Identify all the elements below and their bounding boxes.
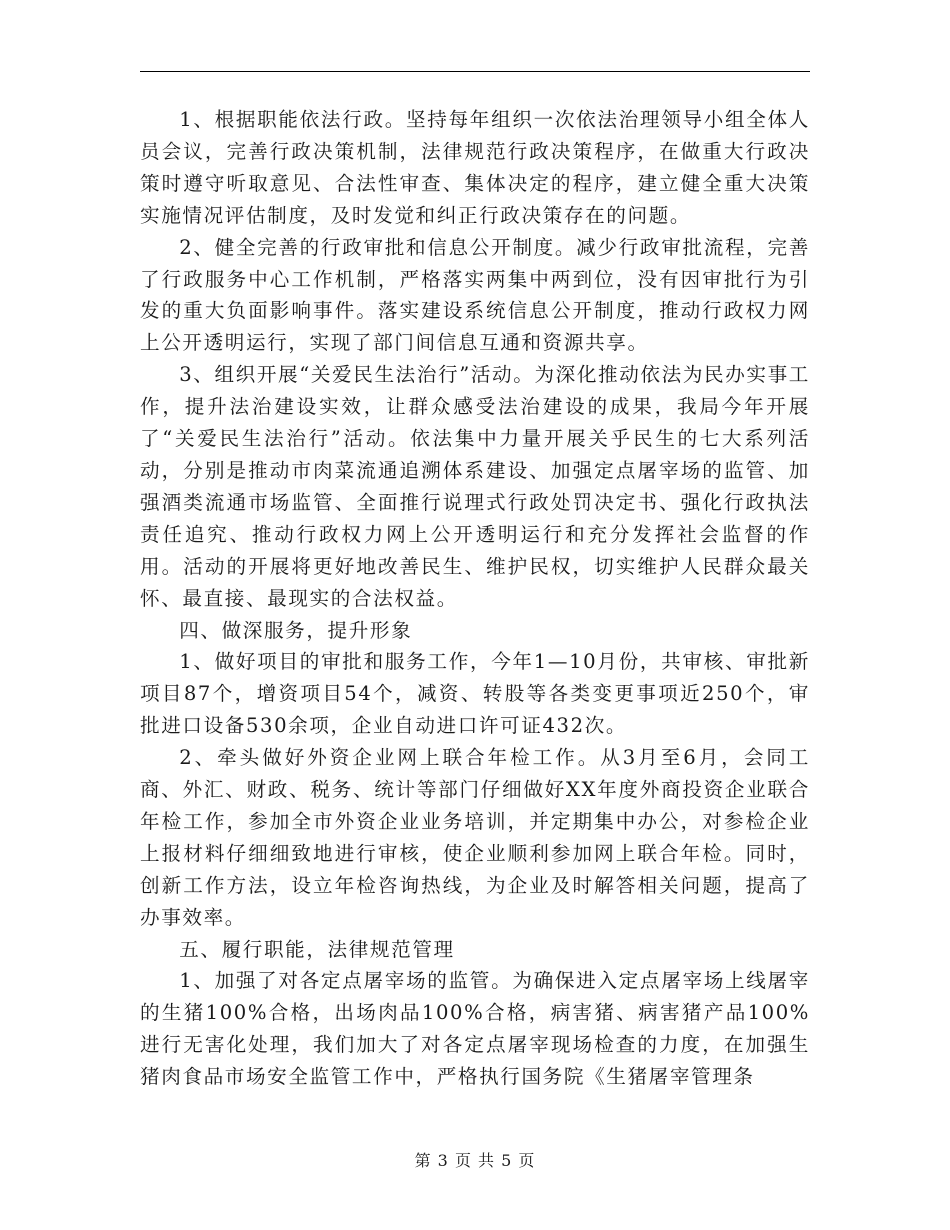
section-heading: 五、履行职能，法律规范管理 <box>179 937 455 961</box>
paragraph: 1、根据职能依法行政。坚持每年组织一次依法治理领导小组全体人员会议，完善行政决策机制，法律规范行政决策程序，在做重大行政决策时遵守听取意见、合法性审查、集体决定的程序，建立健全重大决策实施情况评估制度，及时发觉和纠正行政决策存在的问题。 <box>140 108 810 227</box>
page-footer: 第 3 页 共 5 页 <box>414 1151 536 1170</box>
paragraph: 2、牵头做好外资企业网上联合年检工作。从3月至6月，会同工商、外汇、财政、税务、统计等部门仔细做好XX年度外商投资企业联合年检工作，参加全市外资企业业务培训，并定期集中办公，对参检企业上报材料仔细细致地进行审核，使企业顺利参加网上联合年检。同时，创新工作方法，设立年检咨询热线，为企业及时解答相关问题，提高了办事效率。 <box>140 746 810 929</box>
header-rule <box>140 71 810 72</box>
paragraph: 2、健全完善的行政审批和信息公开制度。减少行政审批流程，完善了行政服务中心工作机制，严格落实两集中两到位，没有因审批行为引发的重大负面影响事件。落实建设系统信息公开制度，推动行政权力网上公开透明运行，实现了部门间信息互通和资源共享。 <box>140 235 810 355</box>
document-body <box>140 104 810 1093</box>
paragraph: 3、组织开展“关爱民生法治行”活动。为深化推动依法为民办实事工作，提升法治建设实效，让群众感受法治建设的成果，我局今年开展了“关爱民生法治行”活动。依法集中力量开展关乎民生的七大系列活动，分别是推动市肉菜流通追溯体系建设、加强定点屠宰场的监管、加强酒类流通市场监管、全面推行说理式行政处罚决定书、强化行政执法责任追究、推动行政权力网上公开透明运行和充分发挥社会监督的作用。活动的开展将更好地改善民生、维护民权，切实维护人民群众最关怀、最直接、最现实的合法权益。 <box>140 363 810 610</box>
paragraph: 1、加强了对各定点屠宰场的监管。为确保进入定点屠宰场上线屠宰的生猪100%合格，出场肉品100%合格，病害猪、病害猪产品100%进行无害化处理，我们加大了对各定点屠宰现场检查的力度，在加强生猪肉食品市场安全监管工作中，严格执行国务院《生猪屠宰管理条 <box>140 969 810 1089</box>
section-heading: 四、做深服务，提升形象 <box>179 618 413 642</box>
paragraph: 1、做好项目的审批和服务工作，今年1—10月份，共审核、审批新项目87个，增资项目54个，减资、转股等各类变更事项近250个，审批进口设备530余项，企业自动进口许可证432次。 <box>140 650 810 738</box>
